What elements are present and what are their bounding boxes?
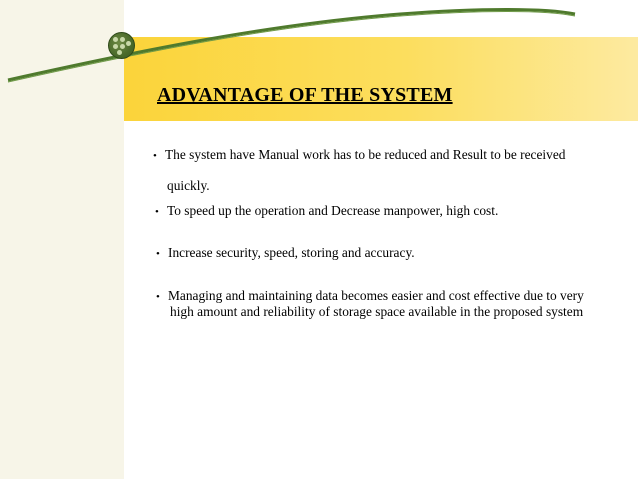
bullet-text: To speed up the operation and Decrease manpower, high cost. (167, 203, 499, 218)
bullet-item (156, 244, 415, 263)
bullet-icon: • (156, 291, 160, 303)
bullet-text-continuation: high amount and reliability of storage space available in the proposed system (170, 304, 584, 319)
bullet-text: Increase security, speed, storing and accuracy. (168, 245, 415, 260)
bullet-item (155, 202, 498, 221)
bullet-item (153, 146, 565, 165)
bullet-icon: • (155, 206, 159, 218)
circle-logo-icon (108, 32, 135, 59)
bullet-continuation (153, 177, 210, 195)
bullet-text: Managing and maintaining data becomes easier and cost effective due to very (168, 288, 584, 303)
slide-title: ADVANTAGE OF THE SYSTEM (157, 84, 453, 106)
bullet-icon: • (153, 150, 157, 162)
bullet-continuation (156, 303, 583, 321)
bullet-icon: • (156, 248, 160, 260)
bullet-text: The system have Manual work has to be reduced and Result to be received (165, 147, 566, 162)
bullet-text-continuation: quickly. (167, 178, 210, 193)
